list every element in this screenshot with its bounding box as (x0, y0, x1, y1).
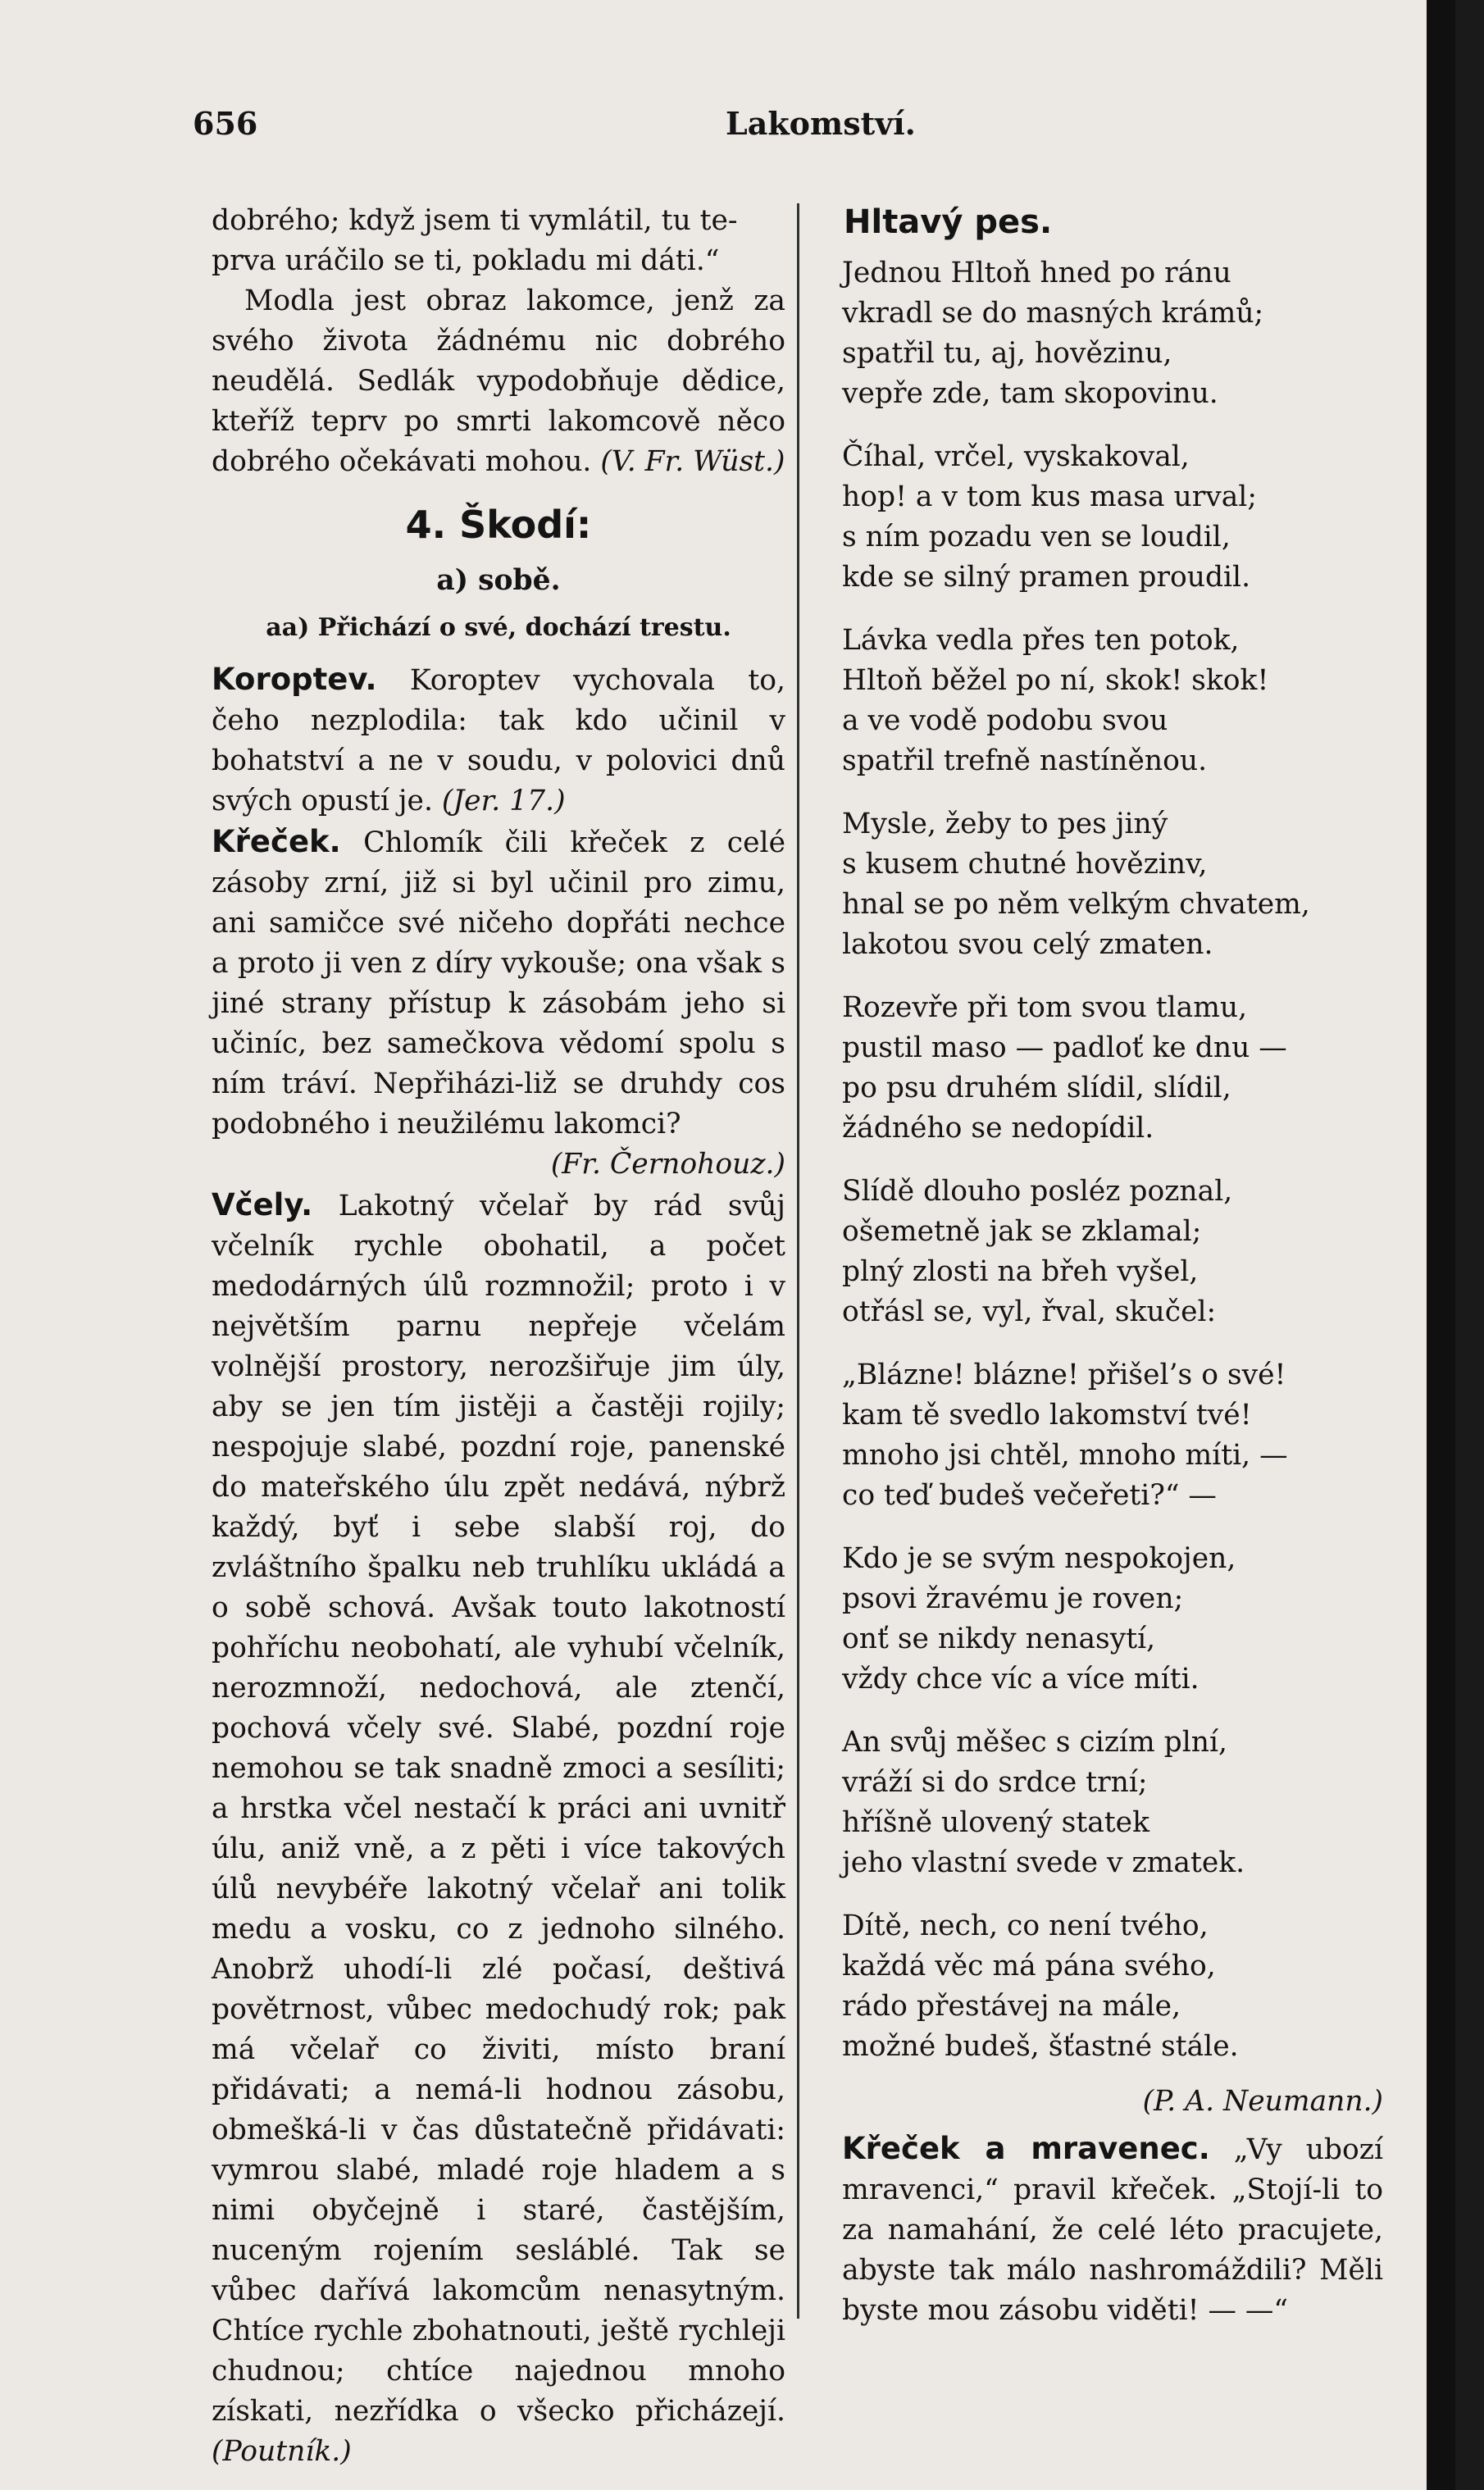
poem-line: možné budeš, šťastné stále. (842, 2030, 1239, 2063)
running-title: Lakomství. (726, 105, 916, 142)
poem-line: každá věc má pána svého, (842, 1950, 1216, 1982)
krecek-source: (Fr. Černohouz.) (550, 1148, 785, 1181)
stanza (842, 1172, 1383, 1332)
poem-line: Rozevře při tom svou tlamu, (842, 991, 1248, 1024)
poem-line: lakotou svou celý zmaten. (842, 928, 1213, 961)
poem-line: a ve vodě podobu svou (842, 704, 1168, 737)
poem-line: spatřil tu, aj, hovězinu, (842, 337, 1172, 370)
page-number: 656 (193, 105, 258, 142)
page-header (193, 105, 1390, 154)
stanza (842, 1906, 1383, 2067)
poem-line: kam tě svedlo lakomství tvé! (842, 1399, 1252, 1432)
krecek-mravenec-paragraph (842, 2128, 1383, 2331)
column-divider (797, 203, 799, 2319)
poem-source: (P. A. Neumann.) (1142, 2085, 1383, 2118)
stanza (842, 1539, 1383, 1700)
koroptev-source: (Jer. 17.) (441, 785, 566, 817)
poem-line: „Blázne! blázne! přišel’s o své! (842, 1359, 1286, 1391)
vcely-source: (Poutník.) (212, 2435, 352, 2468)
poem-line: Slídě dlouho posléz poznal, (842, 1175, 1233, 1208)
poem-line: co teď budeš večeřeti?“ — (842, 1479, 1217, 1512)
poem-line: ošemetně jak se zklamal; (842, 1215, 1202, 1248)
stanza (842, 437, 1383, 598)
poem-line: psovi žravému je roven; (842, 1582, 1184, 1615)
section-title: 4. Škodí: (405, 503, 592, 547)
poem-line: onť se nikdy nenasytí, (842, 1623, 1156, 1655)
poem-line: pustil maso — padloť ke dnu — (842, 1031, 1287, 1064)
stanza (842, 988, 1383, 1149)
poem-line: An svůj měšec s cizím plní, (842, 1726, 1227, 1759)
left-column (212, 201, 785, 2472)
vcely-paragraph (212, 1185, 785, 2472)
subsection-aa: aa) Přichází o své, dochází trestu. (266, 613, 731, 642)
modla-source: (V. Fr. Wüst.) (600, 445, 785, 478)
subsection-a: a) sobě. (436, 564, 561, 597)
poem-line: vkradl se do masných krámů; (842, 297, 1264, 330)
stanza (842, 804, 1383, 965)
poem-line: hnal se po něm velkým chvatem, (842, 888, 1310, 921)
krecek-mravenec-text: „Vy ubozí mravenci,“ pravil křeček. „Stojí-li to za namahání, že celé léto pracujete, abyste tak málo nashromáždili? Měli byste mou zásobu viděti! — —“ (842, 2133, 1383, 2327)
poem-line: Kdo je se svým nespokojen, (842, 1542, 1236, 1575)
koroptev-paragraph (212, 659, 785, 822)
poem-line: vráží si do srdce trní; (842, 1766, 1148, 1799)
modla-text: Modla jest obraz lakomce, jenž za svého života žádnému nic dobrého neudělá. Sedlák vypodobňuje dědice, kteříž teprv po smrti lakomcově něco dobrého očekávati mohou. (212, 285, 785, 478)
intro-line-2: prva uráčilo se ti, pokladu mi dáti.“ (212, 244, 720, 277)
modla-paragraph (212, 281, 785, 482)
poem-line: mnoho jsi chtěl, mnoho míti, — (842, 1439, 1288, 1472)
vcely-keyword: Včely. (212, 1187, 313, 1222)
dark-page-edge (1427, 0, 1455, 2490)
stanza (842, 1355, 1383, 1516)
poem-line: žádného se nedopídil. (842, 1112, 1154, 1145)
right-column (842, 201, 1383, 2331)
krecek-text: Chlomík čili křeček z celé zásoby zrní, již si byl učinil pro zimu, ani samičce své ničeho dopřáti nechce a proto ji ven z díry vykouše; ona však s jiné strany přístup k zásobám jeho si učiníc, bez samečkova vědomí spolu s ním tráví. Nepřiházi-liž se druhdy cos podobného i neužilému lakomci? (212, 826, 786, 1140)
poem-line: spatřil trefně nastíněnou. (842, 744, 1208, 777)
intro-line-1: dobrého; když jsem ti vymlátil, tu te- (212, 204, 738, 237)
stanza (842, 621, 1383, 781)
stanza (842, 1723, 1383, 1883)
krecek-paragraph (212, 822, 785, 1145)
poem-line: Dítě, nech, co není tvého, (842, 1910, 1209, 1942)
stanza (842, 253, 1383, 414)
koroptev-keyword: Koroptev. (212, 662, 377, 697)
krecek-keyword: Křeček. (212, 824, 341, 859)
poem-line: vždy chce víc a více míti. (842, 1663, 1199, 1696)
poem-line: rádo přestávej na mále, (842, 1990, 1181, 2023)
poem-line: jeho vlastní svede v zmatek. (842, 1846, 1245, 1879)
poem-line: s kusem chutné hovězinv, (842, 848, 1208, 881)
poem-line: Jednou Hltoň hned po ránu (842, 257, 1231, 289)
vcely-text: Lakotný včelař by rád svůj včelník rychle obohatil, a počet medodárných úlů rozmnožil; proto i v největším parnu nepřeje včelám volnější prostory, nerozšiřuje jim úly, aby se jen tím jistěji a častěji rojily; nespojuje slabé, pozdní roje, panenské do mateřského úlu zpět nedává, nýbrž každý, byť i sebe slabší roj, do zvláštního špalku neb truhlíku ukládá a o sobě schová. Avšak touto lakotností pohříchu neobohatí, ale vyhubí včelník, nerozmnoží, nedochová, ale ztenčí, pochová včely své. Slabé, pozdní roje nemohou se tak snadně zmoci a sesíliti; a hrstka včel nestačí k práci ani uvnitř úlu, aniž vně, a z pěti i více takových úlů nevybéře lakotný včelař ani tolik medu a vosku, co z jednoho silného. Anobrž uhodí-li zlé počasí, deštivá povětrnost, vůbec medochudý rok; pak má včelař co živiti, místo braní přidávati; a nemá-li hodnou zásobu, obmešká-li v čas důstatečně přidávati: vymrou slabé, mladé roje hladem a s nimi obyčejně i staré, častějším, nuceným rojením sesláblé. Tak se vůbec dařívá lakomcům nenasytným. Chtíce rychle zbohatnouti, ještě rychleji chudnou; chtíce najednou mnoho získati, nezřídka o všecko přicházejí. (212, 1190, 785, 2428)
poem-line: otřásl se, vyl, řval, skučel: (842, 1295, 1217, 1328)
poem-line: kde se silný pramen proudil. (842, 561, 1251, 594)
poem-line: hop! a v tom kus masa urval; (842, 480, 1257, 513)
poem-line: vepře zde, tam skopovinu. (842, 377, 1218, 410)
poem-line: plný zlosti na břeh vyšel, (842, 1255, 1199, 1288)
poem-line: Číhal, vrčel, vyskakoval, (842, 440, 1190, 473)
poem-line: s ním pozadu ven se loudil, (842, 521, 1231, 553)
poem-title: Hltavý pes. (844, 203, 1053, 241)
krecek-mravenec-keyword: Křeček a mravenec. (842, 2131, 1210, 2166)
koroptev-text: Koroptev vychovala to, čeho nezplodila: tak kdo učinil v bohatství a ne v soudu, v polovici dnů svých opustí je. (212, 664, 785, 817)
poem-line: po psu druhém slídil, slídil, (842, 1072, 1231, 1104)
poem-line: hříšně ulovený statek (842, 1806, 1149, 1839)
poem-line: Hltoň běžel po ní, skok! skok! (842, 664, 1269, 697)
poem-line: Mysle, žeby to pes jiný (842, 808, 1168, 840)
poem-line: Lávka vedla přes ten potok, (842, 624, 1240, 657)
